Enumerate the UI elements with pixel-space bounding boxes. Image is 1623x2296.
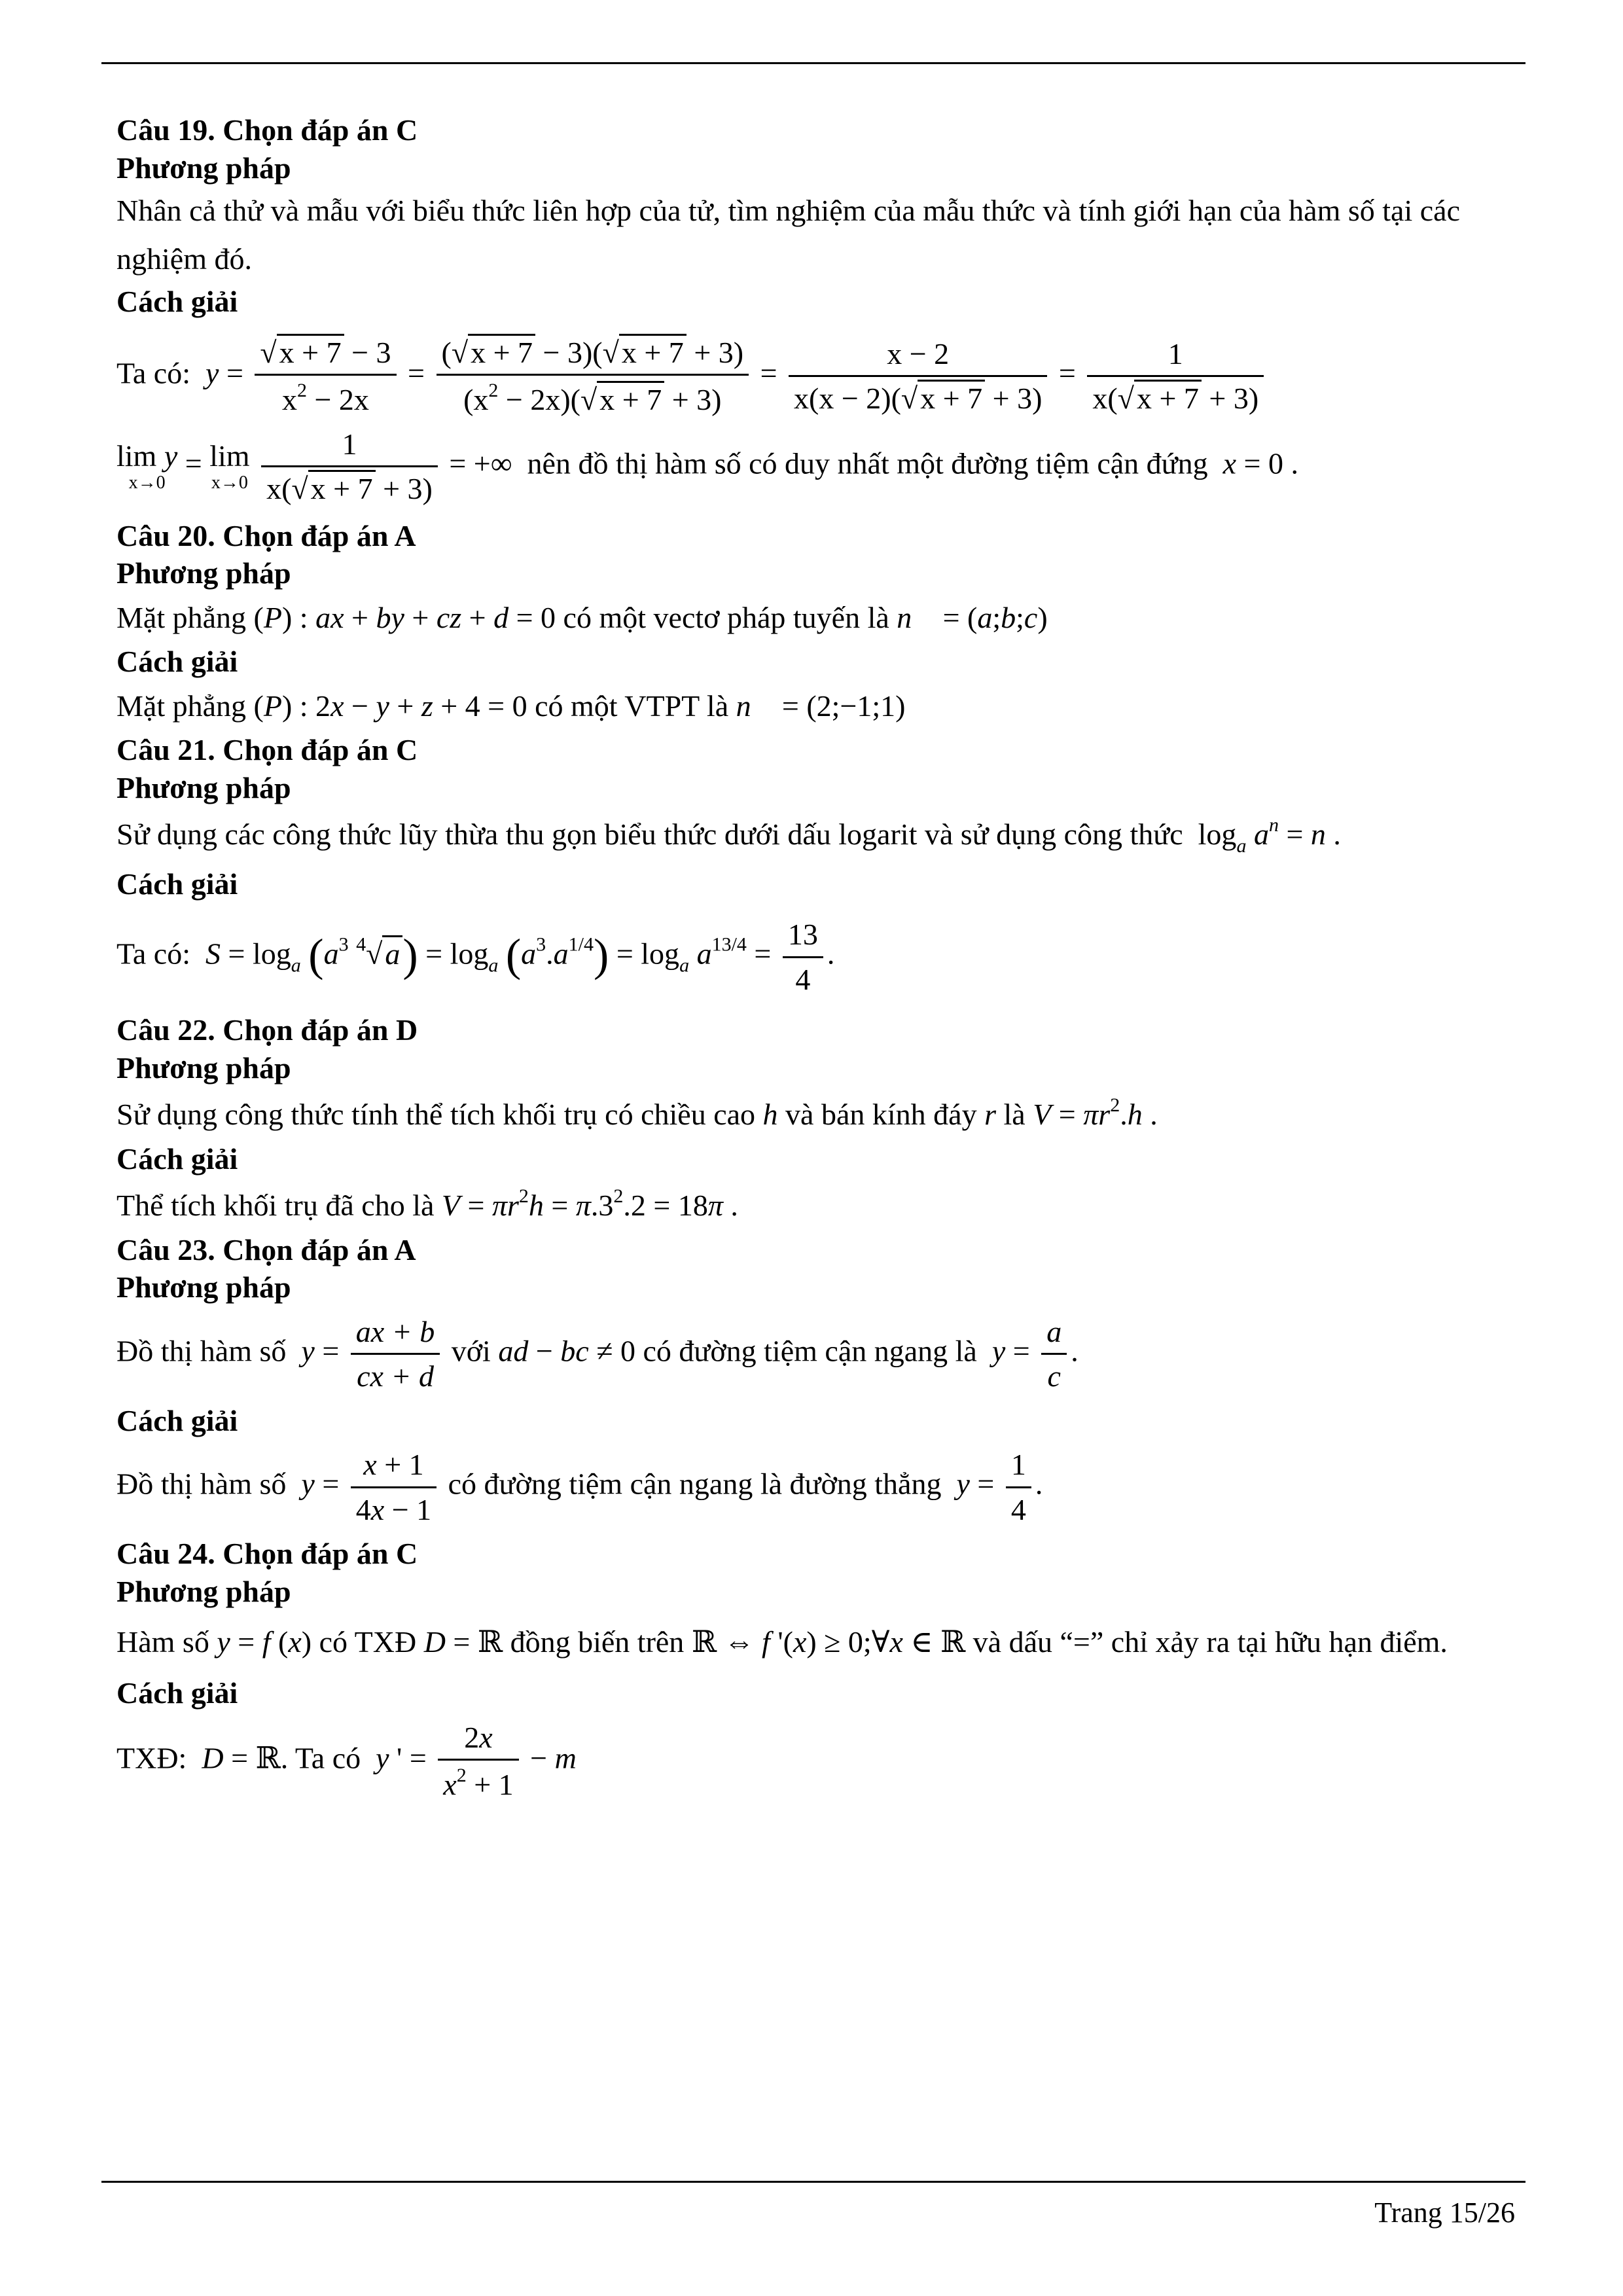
q22-solution-heading: Cách giải <box>116 1141 238 1175</box>
footer-rule <box>101 2181 1525 2183</box>
q20-title: Câu 20. Chọn đáp án A <box>116 518 416 552</box>
fraction: $\frac{a}{c}$ <box>1041 1313 1067 1395</box>
q23-method-text: Đồ thị hàm số y = $\frac{ax + b}{cx + d}$ với ad − bc ≠ 0 có đường tiệm cận ngang là y = $\frac{a}{c}$ . <box>116 1313 1524 1395</box>
q21-title: Câu 21. Chọn đáp án C <box>116 733 418 767</box>
fraction: $\frac{x + 1}{4x - 1}$ <box>351 1446 437 1528</box>
q19-solution-heading: Cách giải <box>116 285 238 319</box>
q21-solution-heading: Cách giải <box>116 867 238 901</box>
q19-conclusion: nên đồ thị hàm số có duy nhất một đường tiệm cận đứng <box>527 446 1208 480</box>
header-rule <box>101 62 1525 64</box>
fraction: $\frac{(√x + 7 - 3)(√x + 7 + 3)}{(x^2 - 2x)(√x + 7 + 3)}$ <box>437 334 749 419</box>
q22-solution-text: Thể tích khối trụ đã cho là $V = \pi r^2h = \pi.3^2.2 = 18\pi$ . <box>116 1185 738 1223</box>
q22-method-text: Sử dụng công thức tính thể tích khối trụ có chiều cao h và bán kính đáy r là $V = \pi r^2.h$ . <box>116 1094 1158 1132</box>
q23-solution-heading: Cách giải <box>116 1403 238 1437</box>
fraction: $\frac{1}{x(√x + 7 + 3)}$ <box>1087 335 1264 418</box>
q20-solution-heading: Cách giải <box>116 645 238 679</box>
q19-method-text: Nhân cả thử và mẫu với biểu thức liên hợp của tử, tìm nghiệm của mẫu thức và tính giới hạn của hàm số tại các nghiệm đó. <box>116 194 1460 276</box>
q24-solution-heading: Cách giải <box>116 1676 238 1710</box>
q19-equation: Ta có: y = $\frac{√x + 7 - 3}{x^2 - 2x}$ = $\frac{(√x + 7 - 3)(√x + 7 + 3)}{(x^2 - 2x)(√x + 7 + 3)}$ = $\frac{x - 2}{x(x - 2)(√x + 7 + 3)}$ = $\frac{1}{x(√x + 7 + 3)}$ <box>116 334 1524 419</box>
q24-method-text: Hàm số y = f (x) có TXĐ D = ℝ đồng biến trên ℝ ⇔ f '(x) ≥ 0;∀x ∈ ℝ và dấu “=” chỉ xảy ra tại hữu hạn điểm. <box>116 1625 1448 1659</box>
fraction: $\frac{13}{4}$ <box>783 916 823 998</box>
q19-limit: lim y x→0 = lim x→0 $\frac{1}{x(√x + 7 + 3)}$ = +∞ nên đồ thị hàm số có duy nhất một đường tiệm cận đứng x = 0 . <box>116 425 1524 508</box>
q24-solution-text: TXĐ: D = ℝ. Ta có y ' = $\frac{2x}{x^2 + 1}$ − m <box>116 1719 1524 1804</box>
fraction: $\frac{1}{4}$ <box>1006 1446 1031 1528</box>
fraction: $\frac{√x + 7 - 3}{x^2 - 2x}$ <box>255 334 396 419</box>
q24-method-heading: Phương pháp <box>116 1574 291 1608</box>
fraction: $\frac{1}{x(√x + 7 + 3)}$ <box>261 425 438 508</box>
q23-method-heading: Phương pháp <box>116 1270 291 1304</box>
q21-method-text: Sử dụng các công thức lũy thừa thu gọn biểu thức dưới dấu logarit và sử dụng công thức $\log_a a^n = n$ . <box>116 814 1341 857</box>
q19-lead: Ta có: <box>116 356 191 390</box>
q22-title: Câu 22. Chọn đáp án D <box>116 1013 418 1047</box>
q24-title: Câu 24. Chọn đáp án C <box>116 1537 418 1571</box>
q19-title: Câu 19. Chọn đáp án C <box>116 113 418 147</box>
q20-solution-text: Mặt phẳng (P) : 2x − y + z + 4 = 0 có một VTPT là n⃗ = (2;−1;1) <box>116 689 906 723</box>
fraction: $\frac{2x}{x^2 + 1}$ <box>438 1719 518 1804</box>
q22-method-heading: Phương pháp <box>116 1050 291 1085</box>
q20-method-text: Mặt phẳng (P) : ax + by + cz + d = 0 có một vectơ pháp tuyến là n⃗ = (a;b;c) <box>116 600 1048 634</box>
q23-title: Câu 23. Chọn đáp án A <box>116 1232 416 1266</box>
q21-method-heading: Phương pháp <box>116 770 291 804</box>
fraction: $\frac{x - 2}{x(x - 2)(√x + 7 + 3)}$ <box>789 335 1047 418</box>
q19-method-heading: Phương pháp <box>116 151 291 185</box>
page-number: Trang 15/26 <box>1374 2197 1515 2229</box>
q21-equation: Ta có: $S = \log_a (a^3$ $^4√a) = \log_a (a^3.a^{1/4}) = \log_a a^{13/4}$ = $\frac{13}{4}$ . <box>116 916 1524 998</box>
q20-method-heading: Phương pháp <box>116 556 291 590</box>
fraction: $\frac{ax + b}{cx + d}$ <box>351 1313 440 1395</box>
document-body <box>116 111 1524 1810</box>
q23-solution-text: Đồ thị hàm số y = $\frac{x + 1}{4x - 1}$ có đường tiệm cận ngang là đường thẳng y = $\frac{1}{4}$ . <box>116 1446 1524 1528</box>
